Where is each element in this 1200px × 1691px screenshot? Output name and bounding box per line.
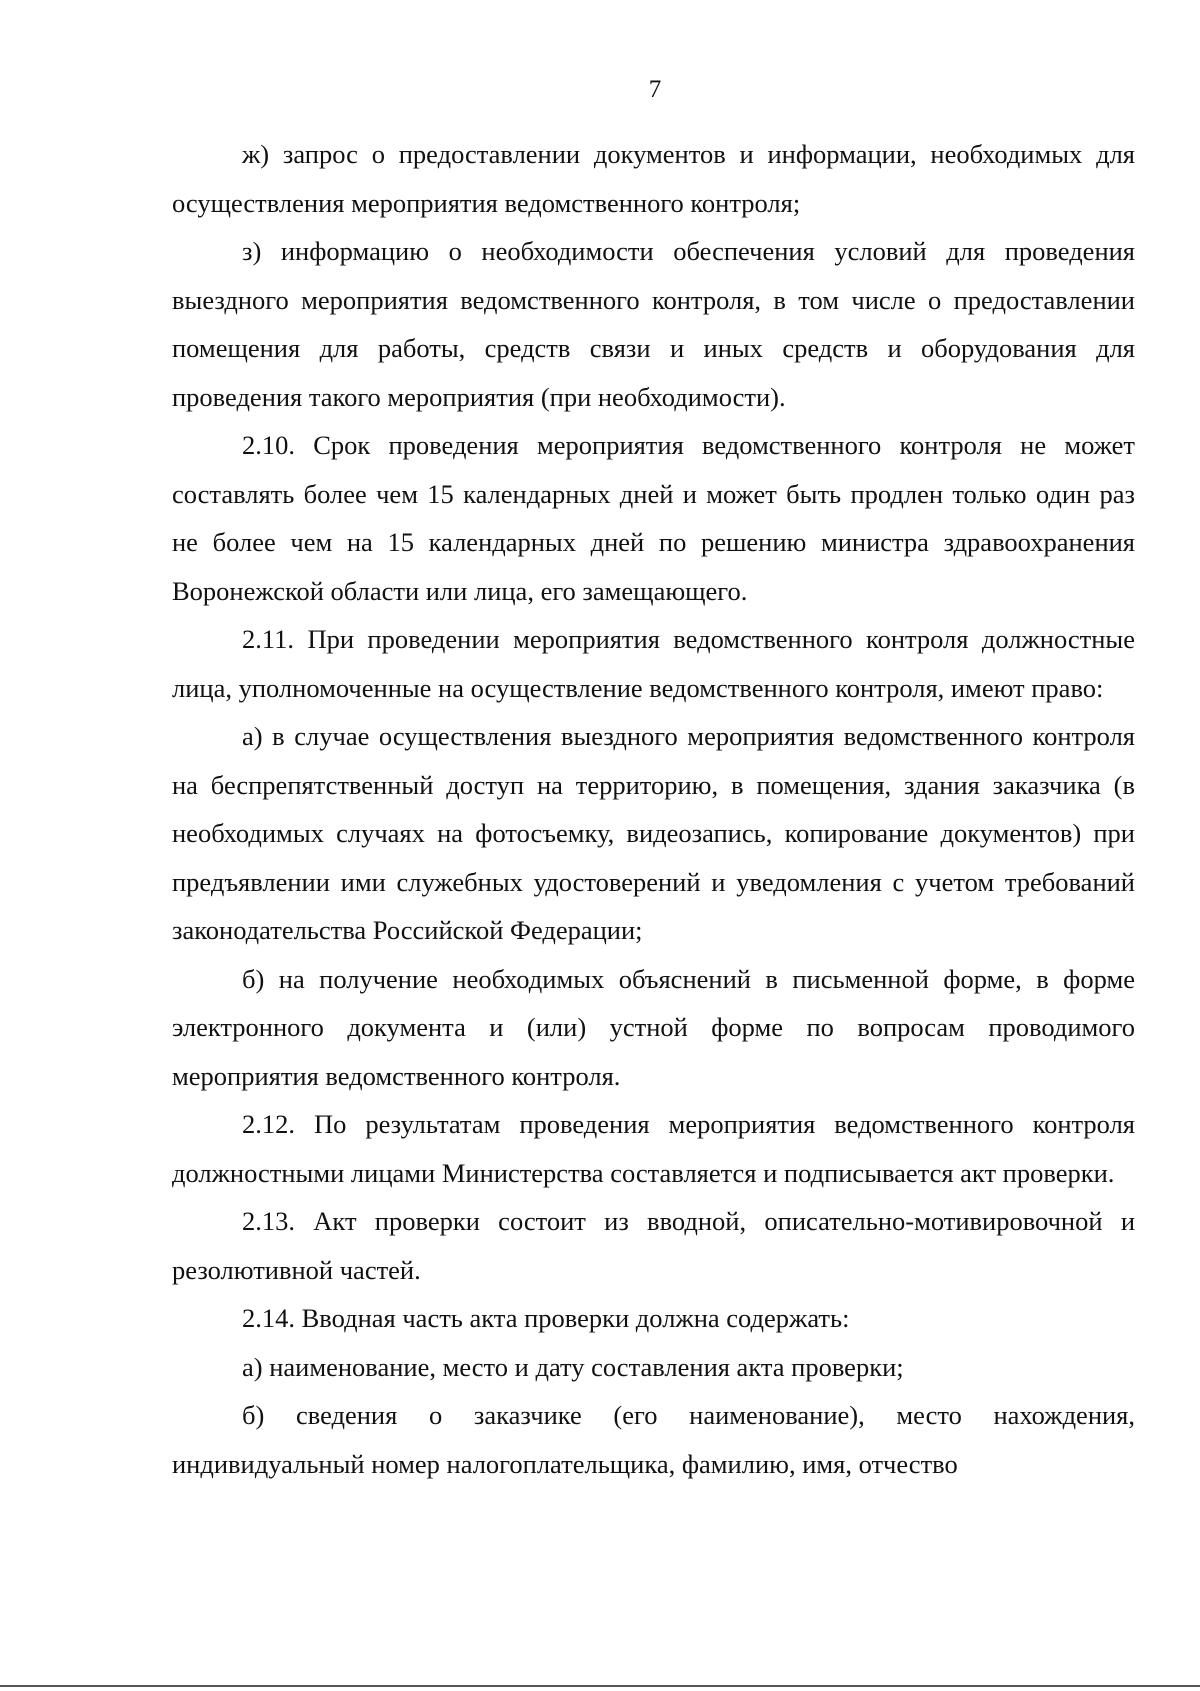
document-body <box>172 130 1135 1488</box>
paragraph-2-14-intro-part: 2.14. Вводная часть акта проверки должна содержать: <box>242 1303 850 1333</box>
paragraph-a-access: а) в случае осуществления выездного мероприятия ведомственного контроля на беспрепятственный доступ на территорию, в помещения, здания заказчика (в необходимых случаях на фотосъемку, видеозапись, копирование документов) при предъявлении ими служебных удостоверений и уведомления с учетом требований законодательства Российской Федерации; <box>172 721 1135 945</box>
page-bottom-edge <box>0 1685 1200 1687</box>
paragraph-a-name-place-date: а) наименование, место и дату составления акта проверки; <box>242 1351 904 1382</box>
paragraph-2-13-act-structure: 2.13. Акт проверки состоит из вводной, описательно-мотивировочной и резолютивной частей. <box>172 1206 1135 1285</box>
paragraph-zh-request: ж) запрос о предоставлении документов и информации, необходимых для осуществления мероприятия ведомственного контроля; <box>172 139 1135 218</box>
paragraph-b-explanations: б) на получение необходимых объяснений в письменной форме, в форме электронного документа и (или) устной форме по вопросам проводимого мероприятия ведомственного контроля. <box>172 963 1135 1091</box>
page-number: 7 <box>648 76 662 103</box>
paragraph-2-10-term: 2.10. Срок проведения мероприятия ведомственного контроля не может составлять более чем 15 календарных дней и может быть продлен только один раз не более чем на 15 календарных дней по решению министра здравоохранения Воронежской области или лица, его замещающего. <box>172 430 1135 606</box>
paragraph-2-11-rights: 2.11. При проведении мероприятия ведомственного контроля должностные лица, уполномоченные на осуществление ведомственного контроля, имеют право: <box>172 624 1135 703</box>
paragraph-z-conditions: з) информацию о необходимости обеспечения условий для проведения выездного мероприятия ведомственного контроля, в том числе о предоставлении помещения для работы, средств связи и иных средств и оборудования для проведения такого мероприятия (при необходимости). <box>172 236 1135 412</box>
paragraph-b-customer-info: б) сведения о заказчике (его наименование), место нахождения, индивидуальный номер налогоплательщика, фамилию, имя, отчество <box>172 1400 1135 1479</box>
paragraph-2-12-results: 2.12. По результатам проведения мероприятия ведомственного контроля должностными лицами Министерства составляется и подписывается акт проверки. <box>172 1109 1135 1188</box>
